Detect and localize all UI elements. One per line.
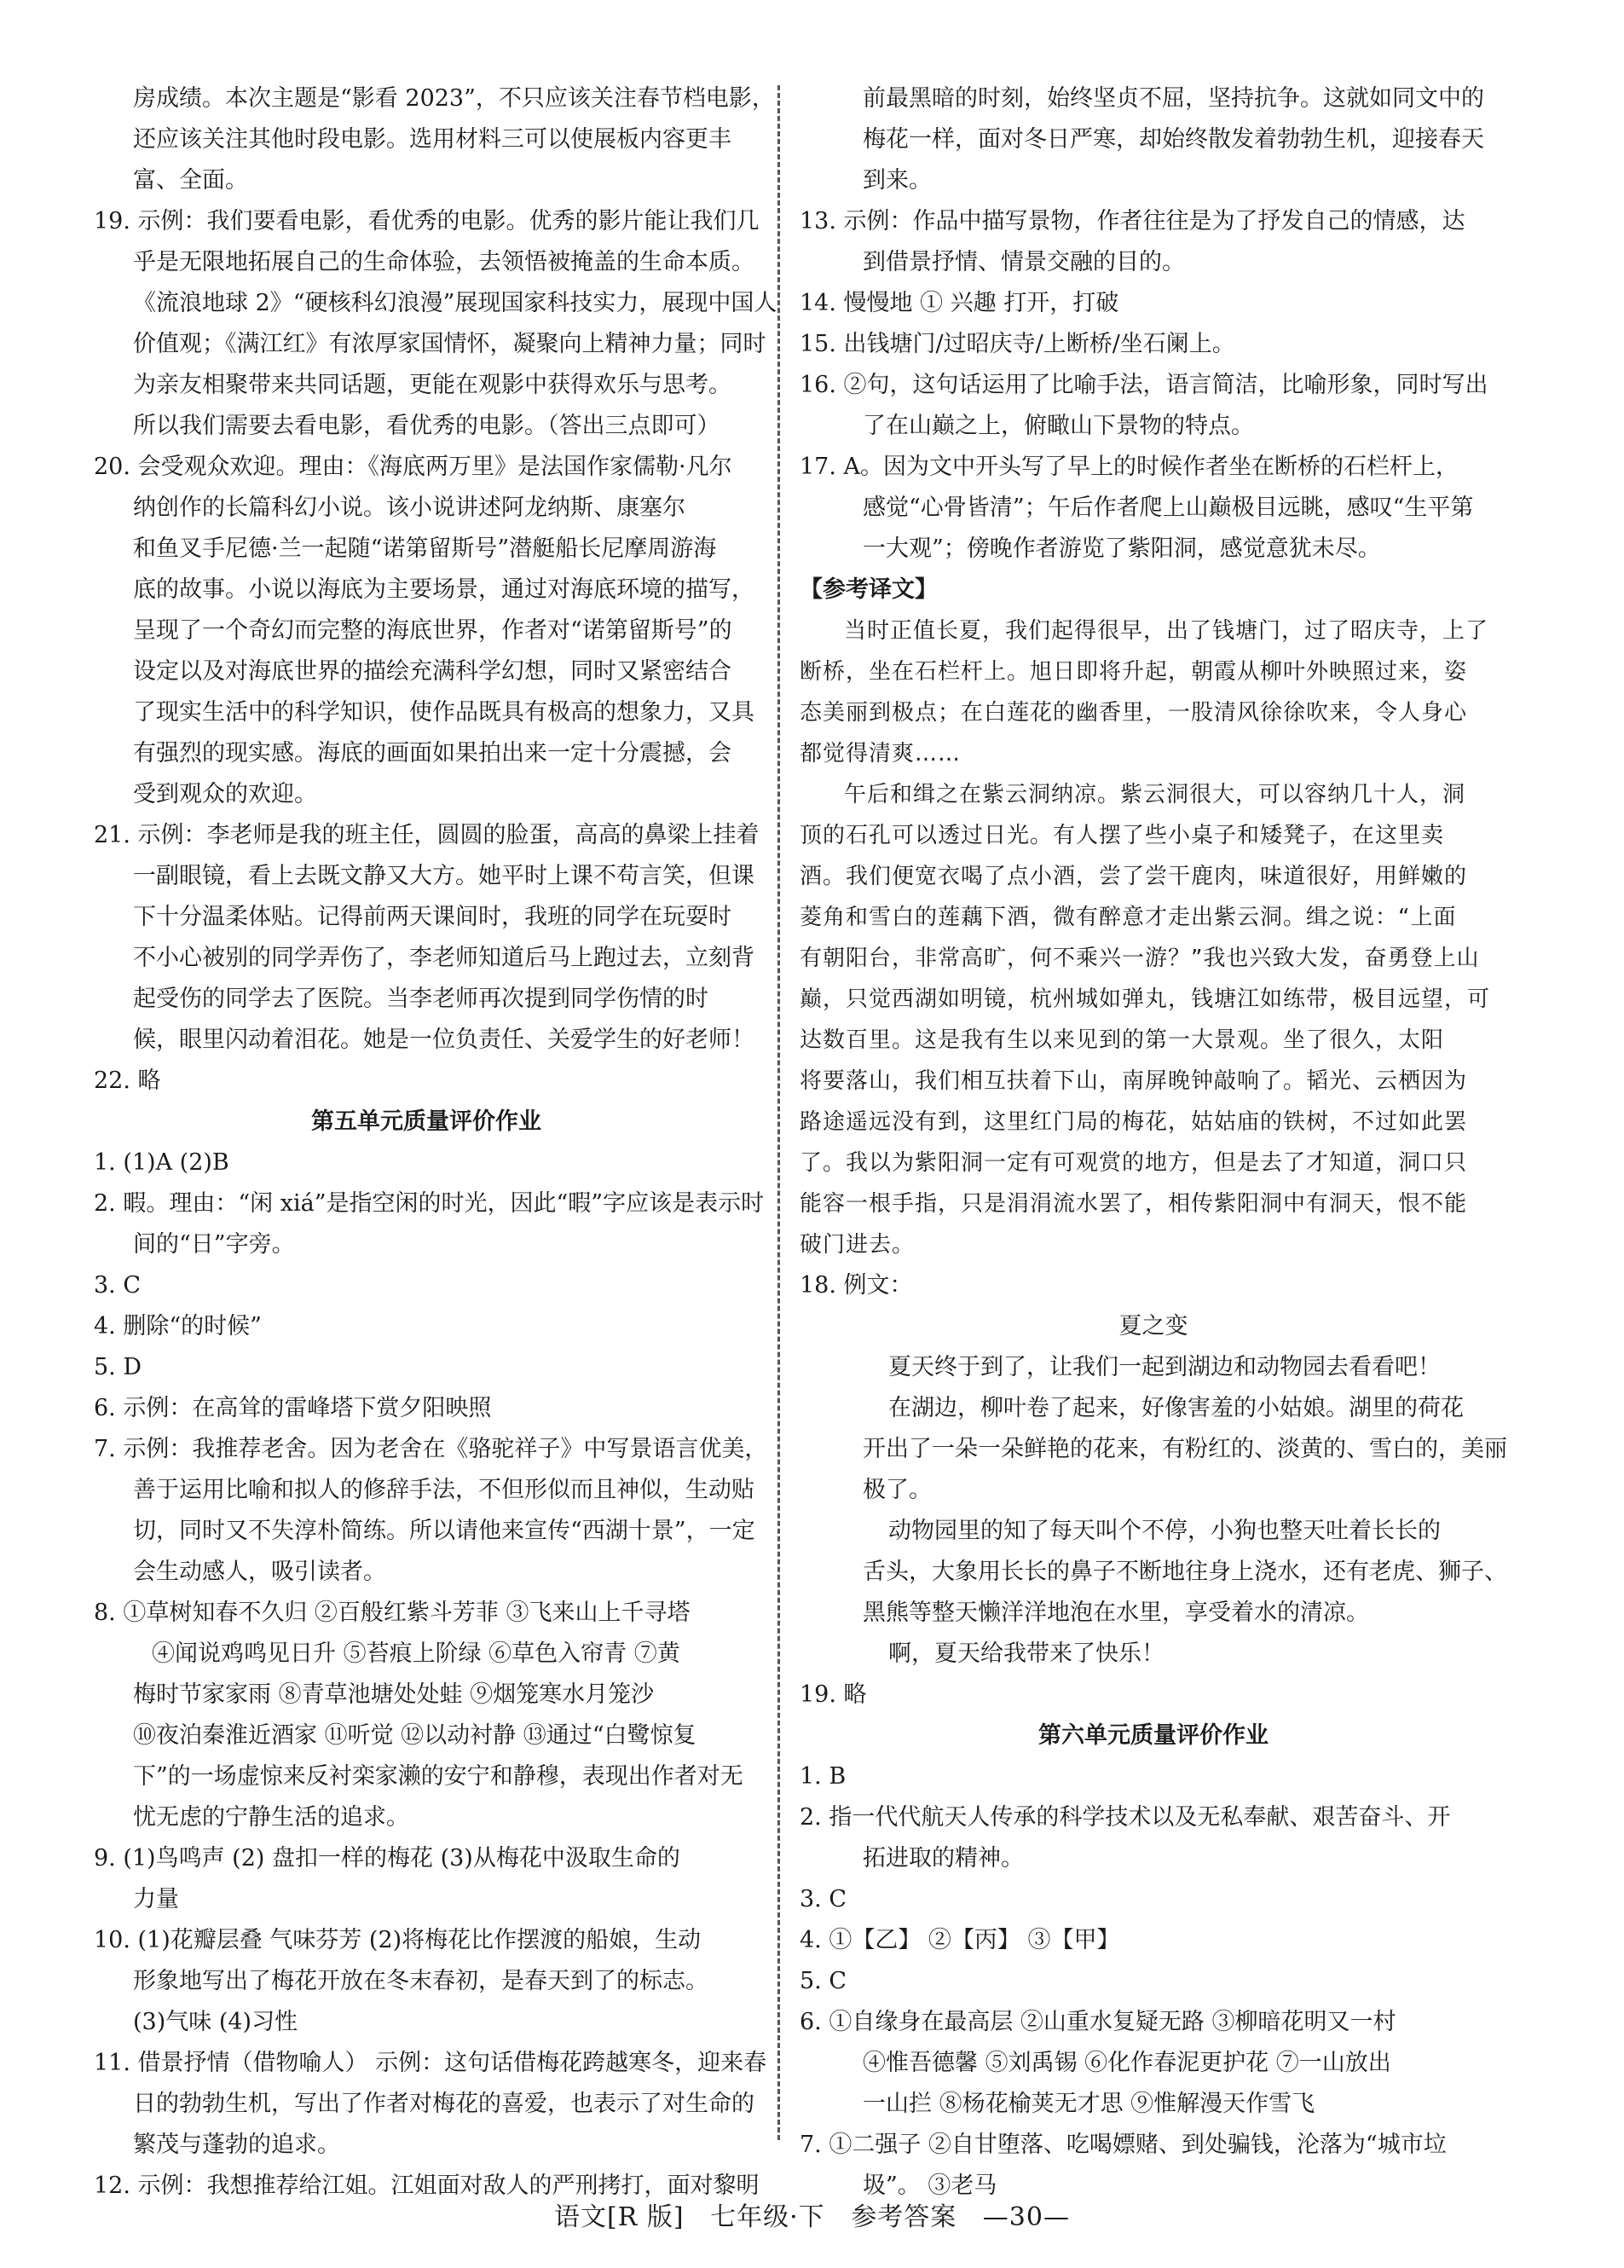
answer-line: 22. 略 (94, 1067, 161, 1094)
right-column (800, 78, 1507, 2207)
answer-line: ④惟吾德馨 ⑤刘禹锡 ⑥化作春泥更护花 ⑦一山放出 (863, 2050, 1391, 2076)
essay-title: 夏之变 (1118, 1313, 1188, 1339)
answer-line: 设定以及对海底世界的描绘充满科学幻想，同时又紧密结合 (133, 658, 731, 685)
translation-line: 了。我以为紫阳洞一定有可观赏的地方，但是去了才知道，洞口只 (800, 1150, 1468, 1176)
answer-line: 还应该关注其他时段电影。选用材料三可以使展板内容更丰 (133, 126, 731, 153)
answer-line: 了在山巅之上，俯瞰山下景物的特点。 (863, 413, 1254, 439)
answer-line: (3)气味 (4)习性 (133, 2009, 298, 2035)
footer-section: 参考答案 (851, 2202, 957, 2232)
translation-line: 破门进去。 (800, 1232, 916, 1258)
answer-line: 10. (1)花瓣层叠 气味芬芳 (2)将梅花比作摆渡的船娘，生动 (94, 1927, 702, 1953)
translation-line: 能容一根手指，只是涓涓流水罢了，相传紫阳洞中有洞天，恨不能 (800, 1191, 1468, 1217)
answer-line: 下”的一场虚惊来反衬栾家濑的安宁和静穆，表现出作者对无 (133, 1763, 743, 1790)
answer-line: 开出了一朵一朵鲜艳的花来，有粉红的、淡黄的、雪白的，美丽 (863, 1436, 1507, 1462)
answer-line: 候，眼里闪动着泪花。她是一位负责任、关爱学生的好老师！ (133, 1027, 754, 1053)
translation-line: 顶的石孔可以透过日光。有人摆了些小桌子和矮凳子，在这里卖 (800, 823, 1445, 848)
translation-line: 态美丽到极点；在白莲花的幽香里，一股清风徐徐吹来，令人身心 (800, 700, 1468, 726)
translation-line: 有朝阳台，非常高旷，何不乘兴一游？”我也兴致大发，奋勇登上山 (800, 946, 1480, 971)
answer-line: 20. 会受观众欢迎。理由：《海底两万里》是法国作家儒勒·凡尔 (94, 454, 732, 480)
translation-line: 都觉得清爽…… (800, 741, 962, 767)
answer-line: 2. 指一代代航天人传承的科学技术以及无私奉献、艰苦奋斗、开 (800, 1804, 1451, 1831)
answer-line: 价值观；《满江红》有浓厚家国情怀，凝聚向上精神力量；同时 (133, 331, 766, 357)
answer-line: 受到观众的欢迎。 (133, 781, 317, 807)
footer-subject: 语文[R 版] (554, 2202, 685, 2232)
answer-line: 了现实生活中的科学知识，使作品既具有极高的想象力，又具 (133, 699, 754, 726)
answer-line: 夏天终于到了，让我们一起到湖边和动物园去看看吧！ (888, 1354, 1441, 1380)
answer-line: 16. ②句，这句话运用了比喻手法，语言简洁，比喻形象，同时写出 (800, 372, 1488, 398)
answer-line: 6. ①自缘身在最高层 ②山重水复疑无路 ③柳暗花明又一村 (800, 2009, 1396, 2035)
answer-line: 动物园里的知了每天叫个不停，小狗也整天吐着长长的 (888, 1518, 1441, 1544)
answer-line: 7. ①二强子 ②自甘堕落、吃喝嫖赌、到处骗钱，沦落为“城市垃 (800, 2132, 1447, 2158)
answer-line: 一大观”；傍晚作者游览了紫阳洞，感觉意犹未尽。 (863, 535, 1381, 562)
left-column (94, 78, 777, 2207)
answer-line: 18. 例文： (800, 1272, 913, 1299)
answer-line: 5. C (800, 1968, 847, 1994)
answer-line: 19. 略 (800, 1681, 867, 1708)
translation-line: 将要落山，我们相互扶着下山，南屏晚钟敲响了。韬光、云栖因为 (800, 1068, 1468, 1094)
answer-line: 繁茂与蓬勃的追求。 (133, 2132, 340, 2158)
answer-line: 富、全面。 (133, 167, 248, 194)
answer-line: 房成绩。本次主题是“影看 2023”，不只应该关注春节档电影， (133, 85, 775, 112)
answer-line: 乎是无限地拓展自己的生命体验，去领悟被掩盖的生命本质。 (133, 249, 754, 275)
answer-line: 感觉“心骨皆清”；午后作者爬上山巅极目远眺，感叹“生平第 (863, 495, 1474, 521)
translation-line: 午后和缉之在紫云洞纳凉。紫云洞很大，可以容纳几十人，洞 (844, 782, 1466, 807)
translation-line: 达数百里。这是我有生以来见到的第一大景观。坐了很久，太阳 (800, 1027, 1445, 1053)
column-divider (777, 85, 780, 2140)
footer-grade: 七年级·下 (710, 2202, 825, 2232)
page-footer (0, 2196, 1624, 2233)
answer-line: 7. 示例：我推荐老舍。因为老舍在《骆驼祥子》中写景语言优美， (94, 1436, 768, 1462)
section-heading: 第六单元质量评价作业 (1038, 1722, 1269, 1749)
translation-line: 断桥，坐在石栏杆上。旭日即将升起，朝霞从柳叶外映照过来，姿 (800, 659, 1468, 685)
answer-line: 13. 示例：作品中描写景物，作者往往是为了抒发自己的情感，达 (800, 208, 1465, 234)
translation-line: 菱角和雪白的莲藕下酒，微有醉意才走出紫云洞。缉之说：“上面 (800, 905, 1457, 930)
answer-line: 19. 示例：我们要看电影，看优秀的电影。优秀的影片能让我们几 (94, 208, 760, 234)
answer-line: 黑熊等整天懒洋洋地泡在水里，享受着水的清凉。 (863, 1600, 1369, 1626)
answer-line: 梅时节家家雨 ⑧青草池塘处处蛙 ⑨烟笼寒水月笼沙 (133, 1681, 655, 1708)
answer-line: 17. A。因为文中开头写了早上的时候作者坐在断桥的石栏杆上， (800, 454, 1459, 480)
answer-line: 极了。 (863, 1477, 932, 1503)
answer-line: 切，同时又不失淳朴简练。所以请他来宣传“西湖十景”，一定 (133, 1518, 755, 1544)
answer-line: 善于运用比喻和拟人的修辞手法，不但形似而且神似，生动贴 (133, 1477, 754, 1503)
answer-line: 不小心被别的同学弄伤了，李老师知道后马上跑过去，立刻背 (133, 945, 754, 971)
answer-line: 和鱼叉手尼德·兰一起随“诺第留斯号”潜艇船长尼摩周游海 (133, 535, 717, 562)
answer-line: 拓进取的精神。 (863, 1845, 1024, 1872)
answer-line: 2. 暇。理由：“闲 xiá”是指空闲的时光，因此“暇”字应该是表示时 (94, 1190, 765, 1217)
translation-label: 【参考译文】 (800, 576, 938, 603)
answer-line: 形象地写出了梅花开放在冬末春初，是春天到了的标志。 (133, 1968, 708, 1994)
answer-line: 啊，夏天给我带来了快乐！ (888, 1640, 1165, 1667)
answer-line: 一副眼镜，看上去既文静又大方。她平时上课不苟言笑，但课 (133, 863, 754, 889)
answer-line: 14. 慢慢地 ① 兴趣 打开，打破 (800, 290, 1119, 316)
answer-line: 3. C (800, 1886, 847, 1912)
answer-line: 4. ①【乙】 ②【丙】 ③【甲】 (800, 1927, 1120, 1953)
answer-line: 底的故事。小说以海底为主要场景，通过对海底环境的描写， (133, 576, 754, 603)
answer-line: 1. B (800, 1763, 847, 1790)
answer-line: 梅花一样，面对冬日严寒，却始终散发着勃勃生机，迎接春天 (863, 126, 1484, 153)
answer-line: 有强烈的现实感。海底的画面如果拍出来一定十分震撼，会 (133, 740, 731, 767)
answer-line: 11. 借景抒情（借物喻人） 示例：这句话借梅花跨越寒冬，迎来春 (94, 2050, 767, 2076)
answer-line: 15. 出钱塘门/过昭庆寺/上断桥/坐石阑上。 (800, 331, 1235, 357)
answer-line: 纳创作的长篇科幻小说。该小说讲述阿龙纳斯、康塞尔 (133, 495, 685, 521)
answer-line: 在湖边，柳叶卷了起来，好像害羞的小姑娘。湖里的荷花 (888, 1395, 1464, 1421)
answer-line: 到借景抒情、情景交融的目的。 (863, 249, 1185, 275)
answer-line: 圾”。 ③老马 (863, 2173, 997, 2199)
translation-line: 路途遥远没有到，这里红门局的梅花，姑姑庙的铁树，不过如此罢 (800, 1109, 1468, 1135)
answer-line: 1. (1)A (2)B (94, 1149, 229, 1176)
answer-line: 21. 示例：李老师是我的班主任，圆圆的脸蛋，高高的鼻梁上挂着 (94, 822, 760, 848)
answer-line: ⑩夜泊秦淮近酒家 ⑪听觉 ⑫以动衬静 ⑬通过“白鹭惊复 (133, 1722, 696, 1749)
answer-line: 忧无虑的宁静生活的追求。 (133, 1804, 409, 1831)
answer-line: 力量 (133, 1886, 179, 1912)
answer-line: 会生动感人，吸引读者。 (133, 1559, 386, 1585)
answer-line: 前最黑暗的时刻，始终坚贞不屈，坚持抗争。这就如同文中的 (863, 85, 1484, 112)
answer-line: 一山拦 ⑧杨花榆荚无才思 ⑨惟解漫天作雪飞 (863, 2091, 1315, 2117)
answer-line: 12. 示例：我想推荐给江姐。江姐面对敌人的严刑拷打，面对黎明 (94, 2173, 760, 2199)
answer-line: 《流浪地球 2》“硬核科幻浪漫”展现国家科技实力，展现中国人 (133, 290, 777, 316)
translation-line: 酒。我们便宽衣喝了点小酒，尝了尝干鹿肉，味道很好，用鲜嫩的 (800, 864, 1468, 889)
translation-line: 当时正值长夏，我们起得很早，出了钱塘门，过了昭庆寺，上了 (844, 618, 1489, 644)
answer-line: 下十分温柔体贴。记得前两天课间时，我班的同学在玩耍时 (133, 904, 731, 930)
answer-line: ④闻说鸡鸣见日升 ⑤苔痕上阶绿 ⑥草色入帘青 ⑦黄 (152, 1640, 680, 1667)
answer-line: 3. C (94, 1272, 142, 1299)
answer-line: 间的“日”字旁。 (133, 1231, 295, 1258)
answer-line: 8. ①草树知春不久归 ②百般红紫斗芳菲 ③飞来山上千寻塔 (94, 1600, 691, 1626)
translation-line: 巅，只觉西湖如明镜，杭州城如弹丸，钱塘江如练带，极目远望，可 (800, 986, 1491, 1012)
section-heading: 第五单元质量评价作业 (311, 1108, 541, 1135)
answer-line: 呈现了一个奇幻而完整的海底世界，作者对“诺第留斯号”的 (133, 617, 732, 644)
answer-line: 舌头，大象用长长的鼻子不断地往身上浇水，还有老虎、狮子、 (863, 1559, 1507, 1585)
answer-line: 9. (1)鸟鸣声 (2) 盘扣一样的梅花 (3)从梅花中汲取生命的 (94, 1845, 680, 1872)
answer-line: 所以我们需要去看电影，看优秀的电影。（答出三点即可） (133, 413, 720, 439)
footer-page-number: —30— (982, 2202, 1070, 2232)
answer-line: 到来。 (863, 167, 932, 194)
answer-line: 6. 示例：在高耸的雷峰塔下赏夕阳映照 (94, 1395, 492, 1421)
answer-line: 为亲友相聚带来共同话题，更能在观影中获得欢乐与思考。 (133, 372, 731, 398)
answer-line: 4. 删除“的时候” (94, 1313, 262, 1339)
answer-line: 日的勃勃生机，写出了作者对梅花的喜爱，也表示了对生命的 (133, 2091, 754, 2117)
answer-line: 5. D (94, 1354, 142, 1380)
answer-line: 起受伤的同学去了医院。当李老师再次提到同学伤情的时 (133, 986, 708, 1012)
